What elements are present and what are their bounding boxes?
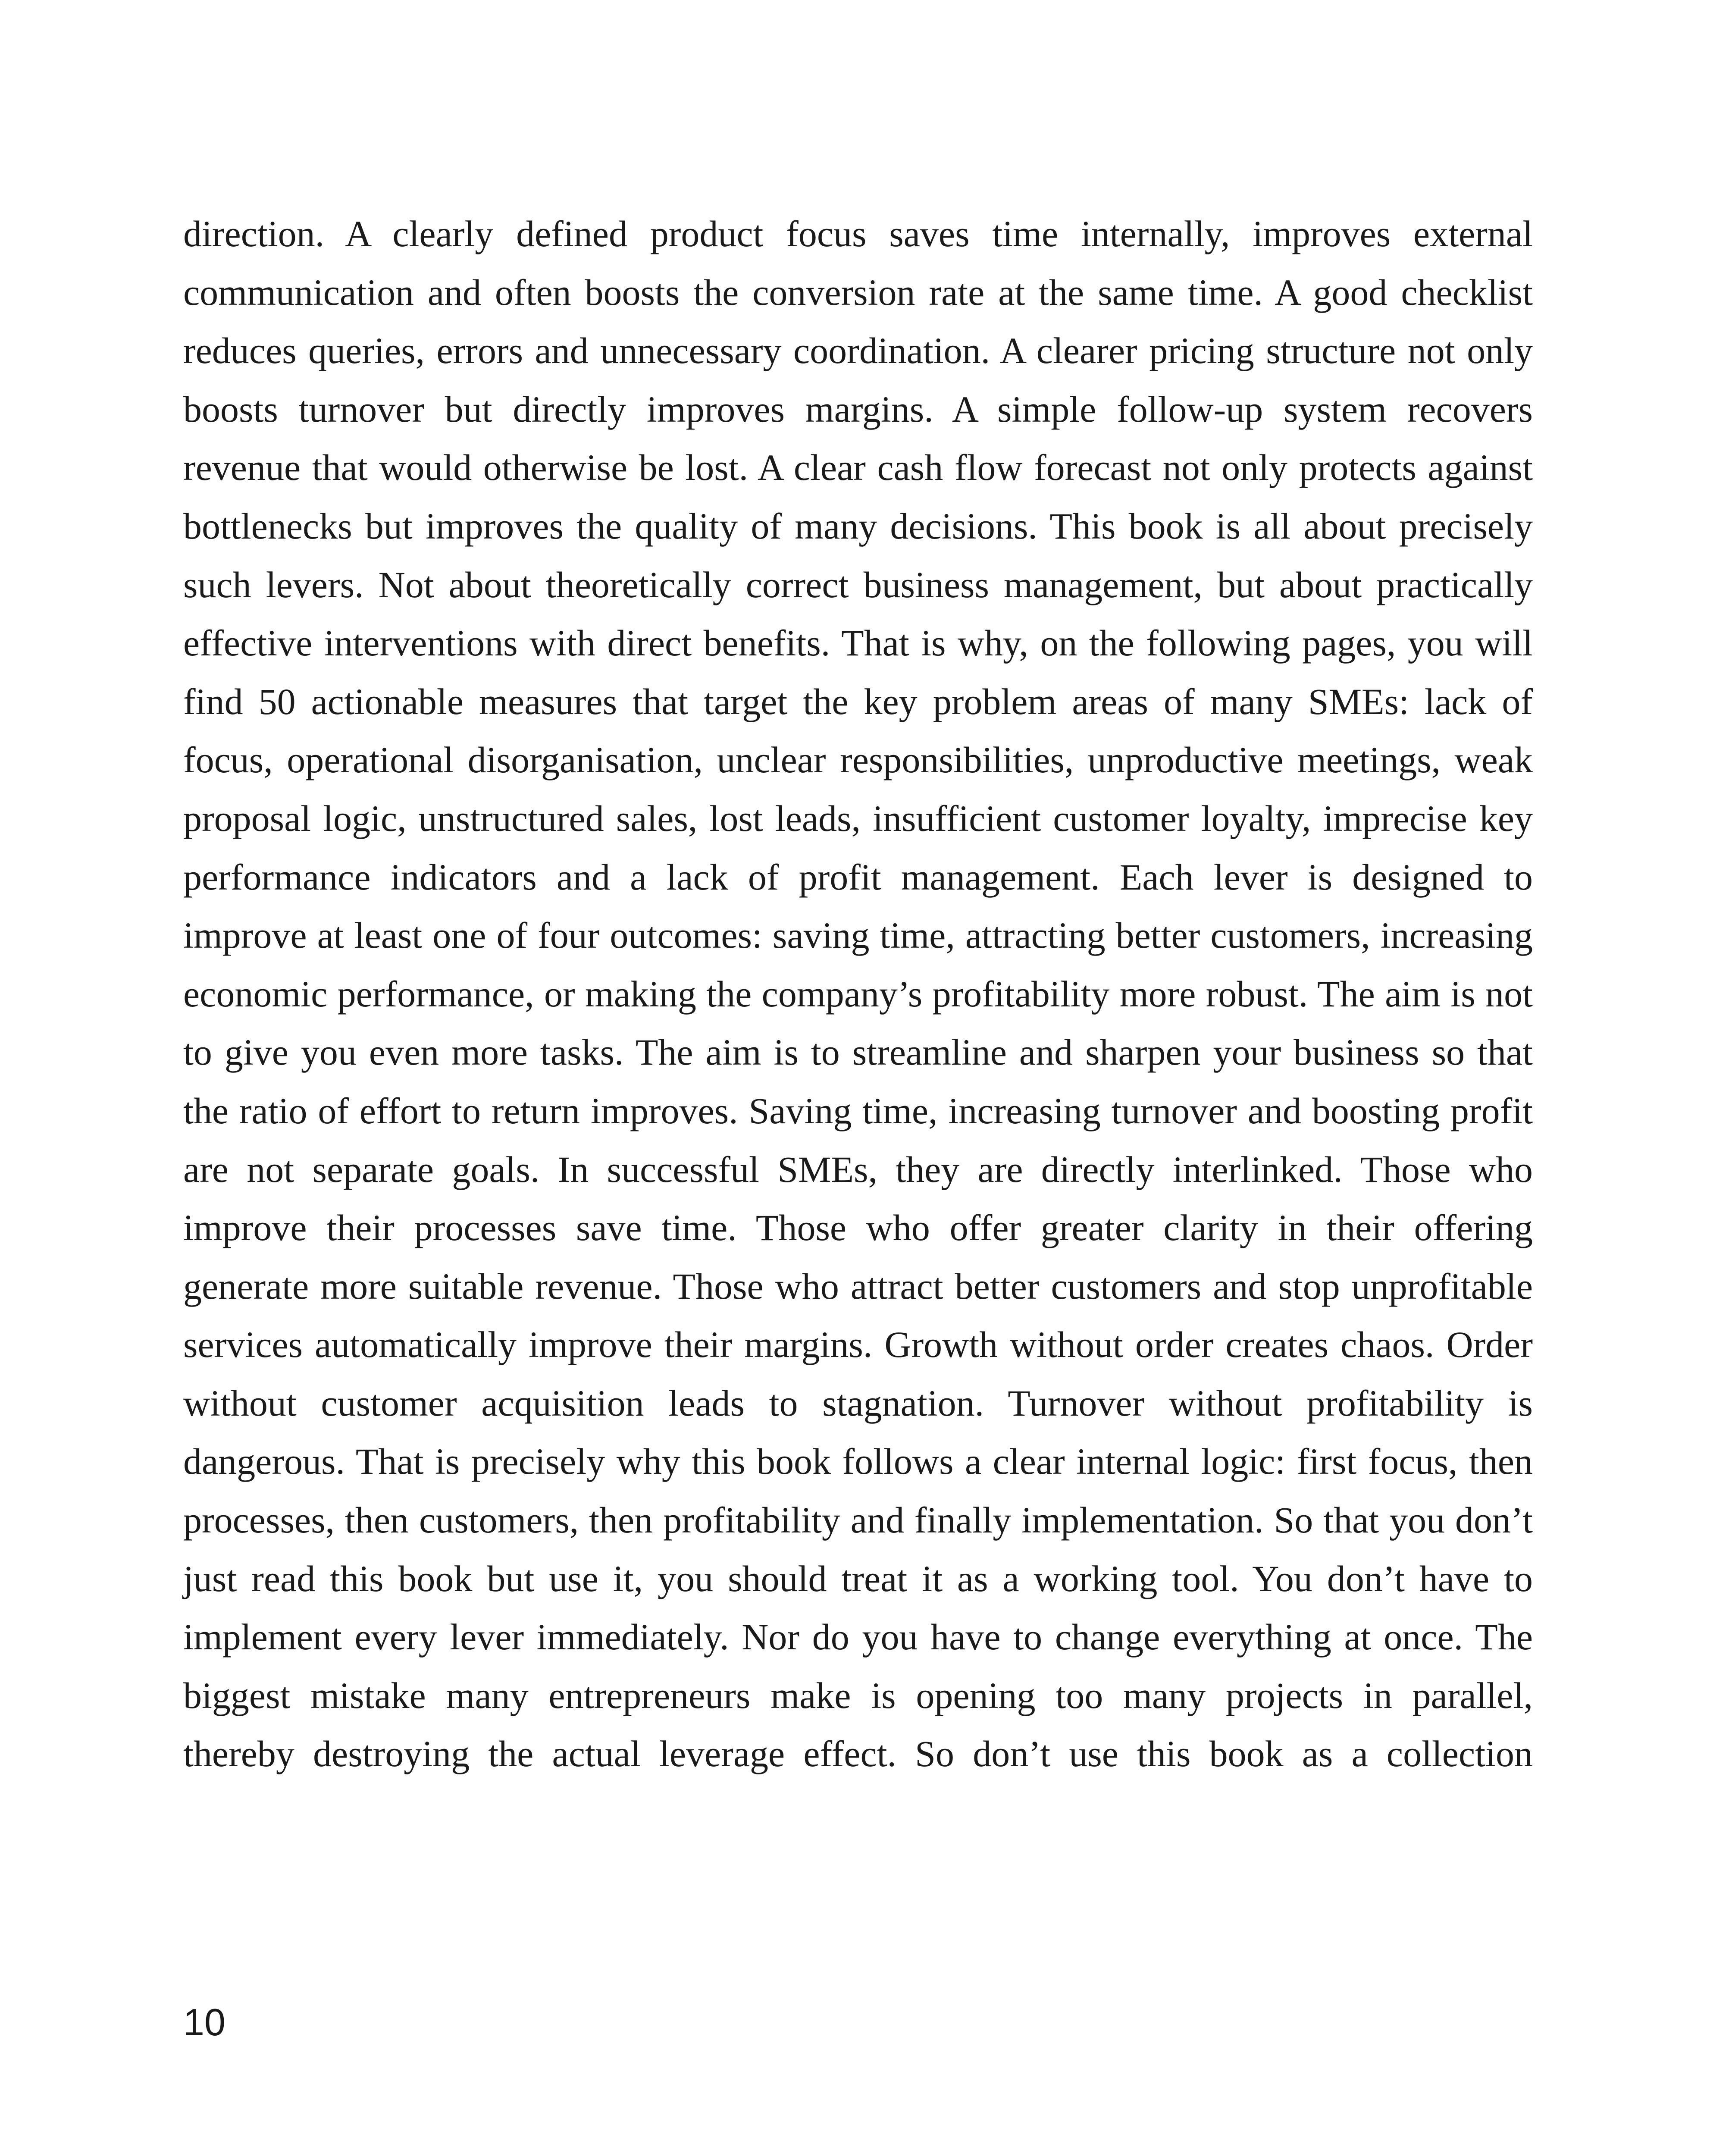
- body-paragraph: direction. A clearly defined product focus saves time internally, improves external communication and often boosts the conversion rate at the same time. A good checklist reduces queries, errors and unnecessary coordination. A clearer pricing structure not only boosts turnover but directly improves margins. A simple follow-up system recovers revenue that would otherwise be lost. A clear cash flow forecast not only protects against bottlenecks but improves the quality of many decisions. This book is all about precisely such levers. Not about theoretically correct business management, but about practically effective interventions with direct benefits. That is why, on the following pages, you will find 50 actionable measures that target the key problem areas of many SMEs: lack of focus, operational disorganisation, unclear responsibilities, unproductive meetings, weak proposal logic, unstructured sales, lost leads, insufficient customer loyalty, imprecise key performance indicators and a lack of profit management. Each lever is designed to improve at least one of four outcomes: saving time, attracting better customers, increasing economic performance, or making the company’s profitability more robust. The aim is not to give you even more tasks. The aim is to streamline and sharpen your business so that the ratio of effort to return improves. Saving time, increasing turnover and boosting profit are not separate goals. In successful SMEs, they are directly interlinked. Those who improve their processes save time. Those who offer greater clarity in their offering generate more suitable revenue. Those who attract better customers and stop unprofitable services automatically improve their margins. Growth without order creates chaos. Order without customer acquisition leads to stagnation. Turnover without profitability is dangerous. That is precisely why this book follows a clear internal logic: first focus, then processes, then customers, then profitability and finally implementation. So that you don’t just read this book but use it, you should treat it as a working tool. You don’t have to implement every lever immediately. Nor do you have to change everything at once. The biggest mistake many entrepreneurs make is opening too many projects in parallel, thereby destroying the actual leverage effect. So don’t use this book as a collection: [183, 213, 1533, 1775]
- page-number: 10: [183, 2001, 226, 2043]
